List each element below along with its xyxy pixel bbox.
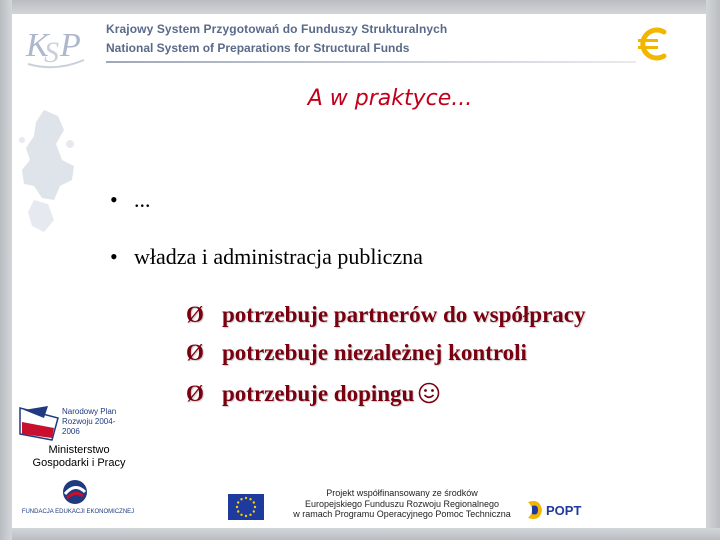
header-title-en: National System of Preparations for Structural Funds (106, 41, 410, 55)
frame-bottom (0, 528, 720, 540)
popt-label: POPT (546, 503, 582, 518)
eu-flag-icon (228, 494, 264, 520)
euro-icon (634, 24, 674, 64)
sub-bullet-text: potrzebuje partnerów do współpracy (222, 302, 586, 327)
footer-line: w ramach Programu Operacyjnego Pomoc Techniczna (293, 509, 511, 519)
header (14, 14, 706, 78)
bullet-marker: • (110, 187, 118, 212)
footer-cofinancing-text (284, 488, 520, 520)
header-title-pl: Krajowy System Przygotowań do Funduszy Strukturalnych (106, 22, 448, 36)
sub-bullet-text: potrzebuje niezależnej kontroli (222, 340, 527, 365)
fep-logo-text: FUNDACJA EDUKACJI EKONOMICZNEJ (21, 509, 135, 515)
europe-map-icon (14, 100, 86, 320)
footer-line: Projekt współfinansowany ze środków (326, 488, 478, 498)
ministry-label: Ministerstwo Gospodarki i Pracy (32, 444, 126, 469)
bullet-item (110, 244, 423, 270)
bullet-item (110, 187, 151, 213)
svg-text:P: P (60, 27, 81, 64)
svg-text:S: S (44, 36, 59, 69)
header-rule (106, 61, 636, 63)
sub-bullet-item (186, 381, 440, 407)
smiley-icon (418, 382, 440, 404)
bullet-text: ... (134, 187, 151, 212)
arrow-bullet-marker: Ø (186, 302, 204, 327)
slide-title: A w praktyce... (307, 86, 473, 111)
frame-top (0, 0, 720, 14)
fep-logo-icon (58, 478, 92, 506)
arrow-bullet-marker: Ø (186, 381, 204, 406)
sub-bullet-text: potrzebuje dopingu (222, 381, 415, 406)
frame-right (706, 0, 720, 540)
frame-left (0, 0, 12, 540)
popt-logo-icon (524, 496, 600, 524)
footer-line: Europejskiego Funduszu Rozwoju Regionalnego (304, 498, 500, 509)
bullet-text: władza i administracja publiczna (134, 244, 423, 269)
sub-bullet-item (186, 340, 527, 366)
bullet-marker: • (110, 244, 118, 269)
npr-logo-text: Narodowy Plan Rozwoju 2004-2006 (62, 407, 117, 436)
sub-bullet-item (186, 302, 586, 328)
svg-text:K: K (26, 27, 49, 64)
ksp-logo-icon (22, 18, 90, 74)
arrow-bullet-marker: Ø (186, 340, 204, 365)
